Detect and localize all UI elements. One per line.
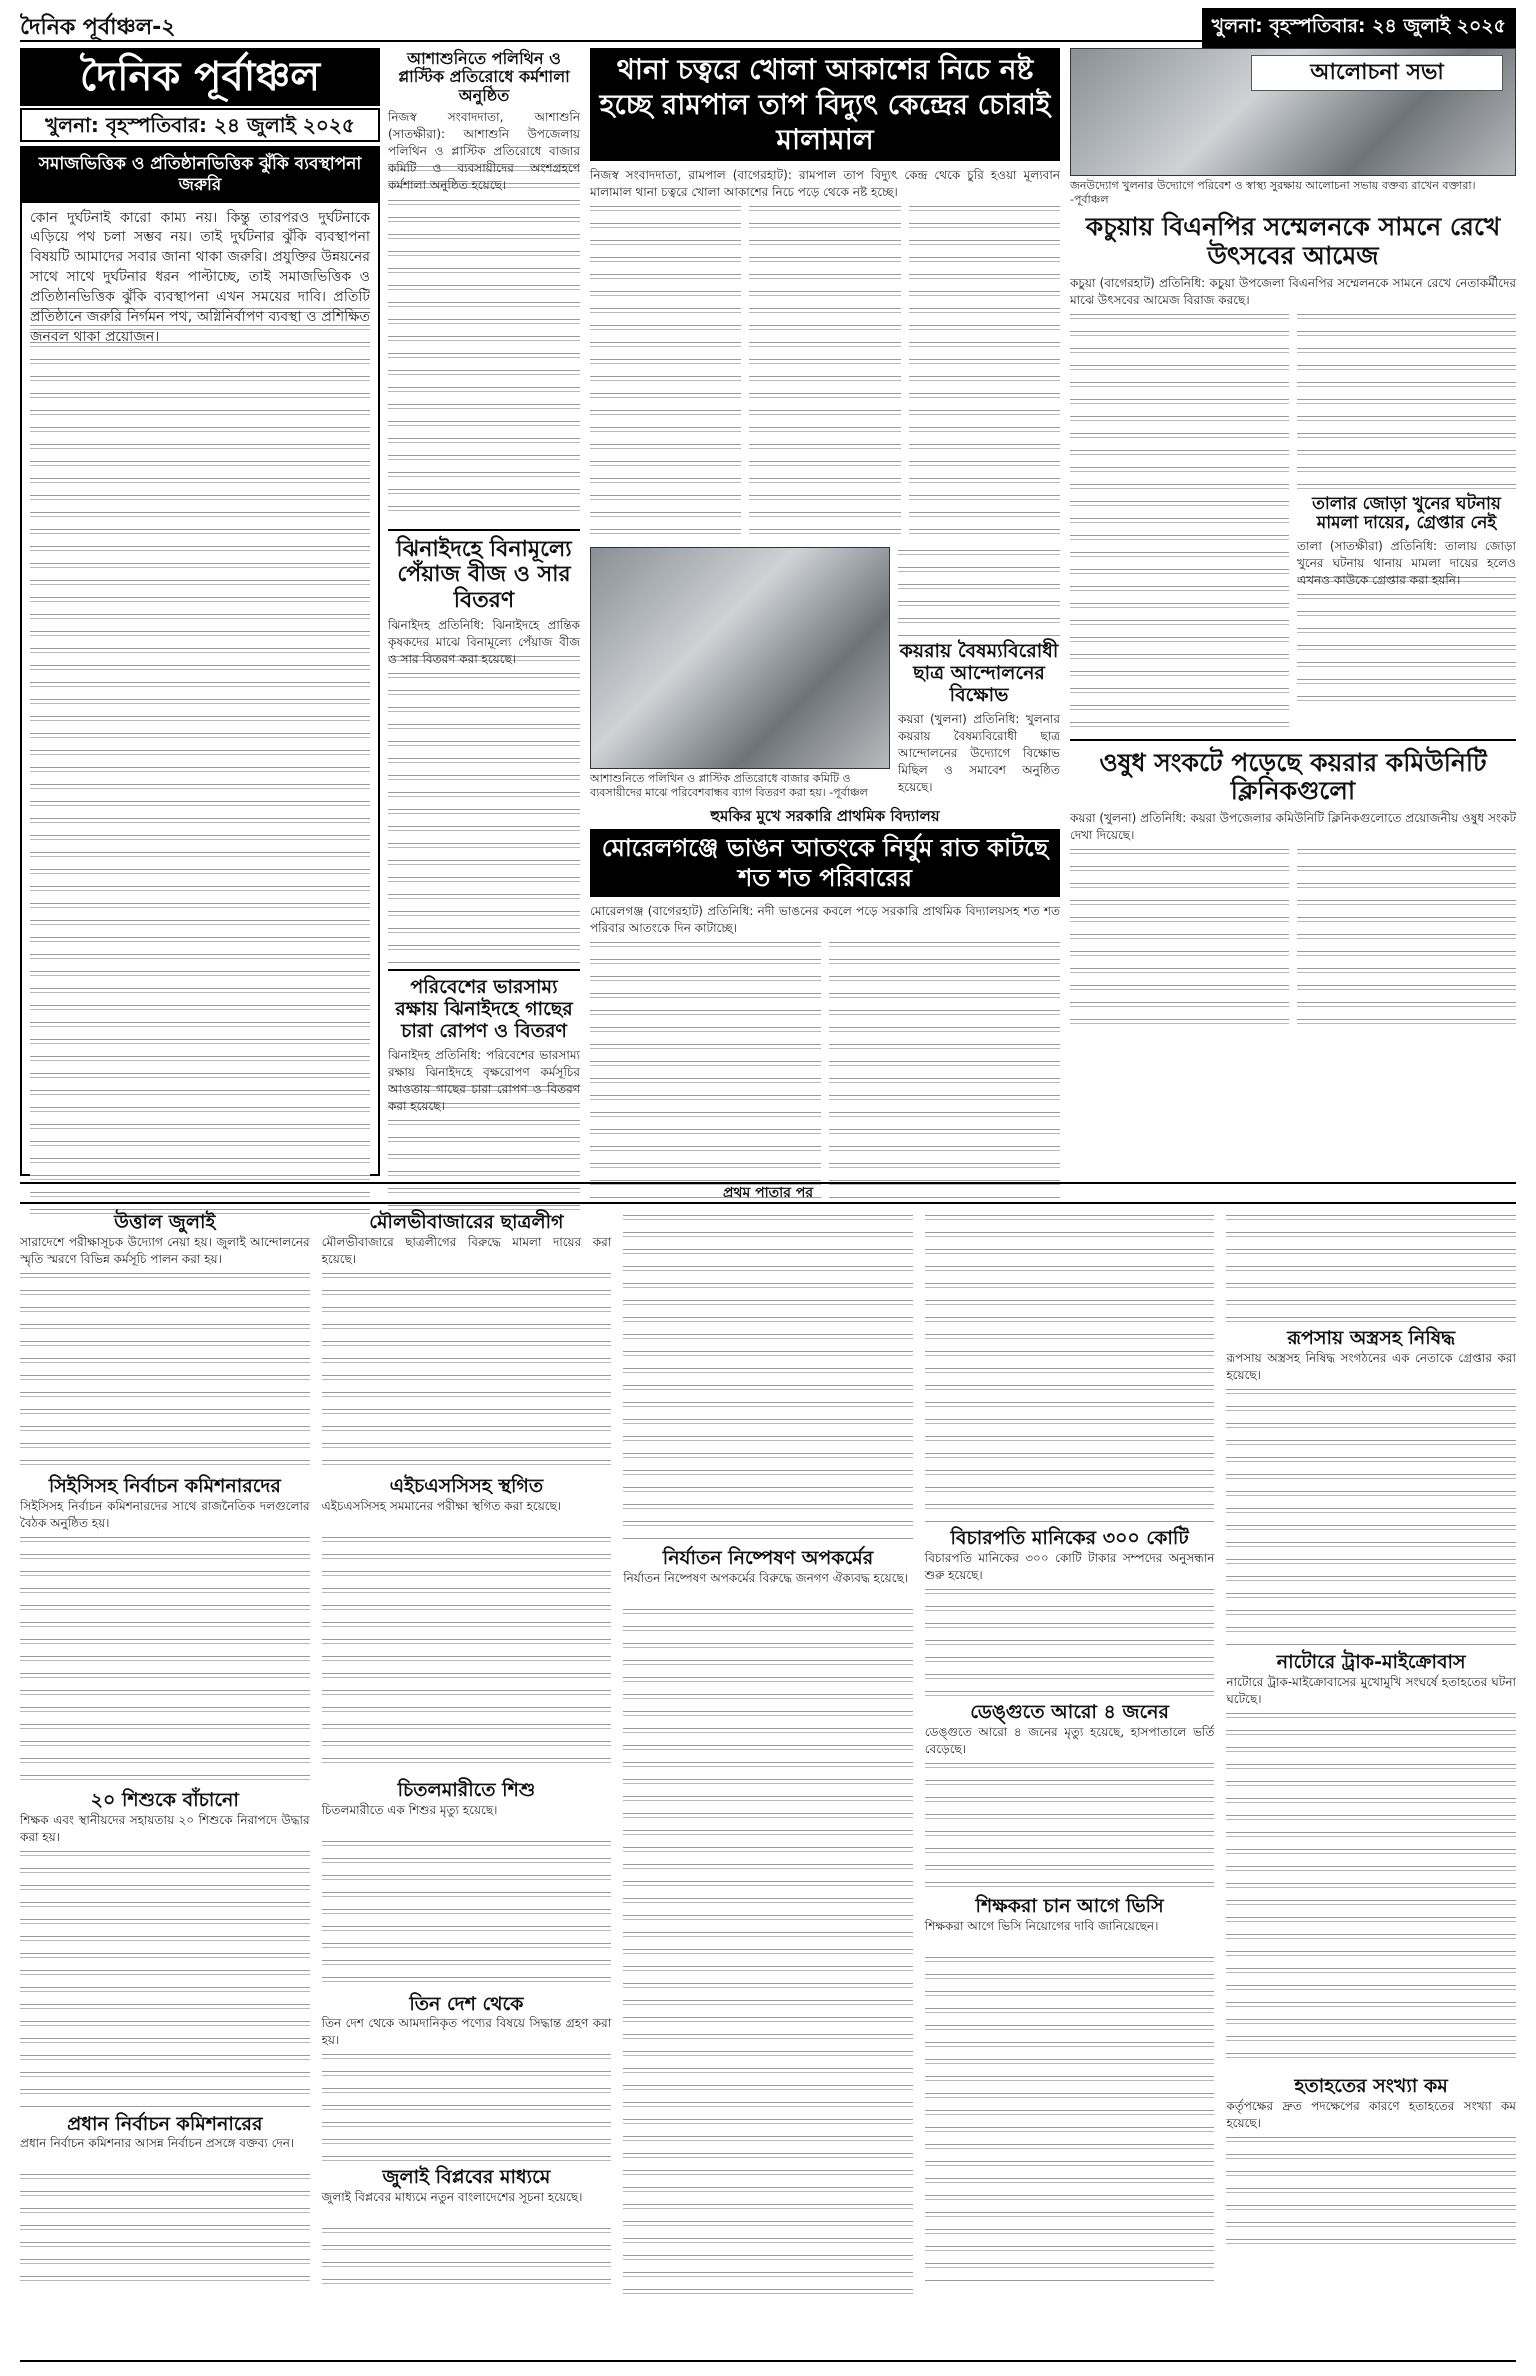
cont-text-lines <box>20 1534 310 1784</box>
story8-text-lines-a <box>1070 846 1289 1036</box>
story8-text-lines-b <box>1297 846 1516 1036</box>
lead-photo-caption: আশাশুনিতে পলিথিন ও প্লাস্টিক প্রতিরোধে বাজার কমিটি ও ব্যবসায়ীদের মাঝে পরিবেশবান্ধব ব্যাগ বিতরণ করা হয়। -পূর্বাঞ্চল <box>590 772 868 800</box>
cont-body: চিতলমারীতে এক শিশুর মৃত্যু হয়েছে। <box>321 1802 498 1817</box>
story4-title: কয়রায় বৈষম্যবিরোধী ছাত্র আন্দোলনের বিক্ষোভ <box>899 640 1059 706</box>
cont-text-lines <box>623 1212 913 1542</box>
story3-body: ঝিনাইদহ প্রতিনিধি: পরিবেশের ভারসাম্য রক্ষায় ঝিনাইদহে বৃক্ষরোপণ কর্মসূচির আওতায় গাছের চারা রোপণ ও বিতরণ করা হয়েছে। <box>388 1047 580 1113</box>
lead-photo <box>590 547 890 769</box>
story2-text-lines <box>388 653 580 963</box>
cont-text-lines <box>322 1534 612 1774</box>
lead-title: থানা চত্বরে খোলা আকাশের নিচে নষ্ট হচ্ছে রামপাল তাপ বিদ্যুৎ কেন্দ্রের চোরাই মালামাল <box>590 48 1060 161</box>
cont-body: রূপসায় অস্ত্রসহ নিষিদ্ধ সংগঠনের এক নেতাকে গ্রেপ্তার করা হয়েছে। <box>1226 1350 1516 1382</box>
cont-text-lines <box>623 1606 913 2306</box>
cont-title: বিচারপতি মানিকের ৩০০ কোটি <box>950 1527 1189 1549</box>
cont-body: শিক্ষক এবং স্থানীয়দের সহায়তায় ২০ শিশুকে নিরাপদে উদ্ধার করা হয়। <box>20 1812 310 1844</box>
story5-text-lines-b <box>829 939 1060 1199</box>
story7-title: তালার জোড়া খুনের ঘটনায় মামলা দায়ের, গ্রেপ্তার নেই <box>1312 493 1501 534</box>
cont-text-lines <box>925 1760 1215 1890</box>
cont-title: চিতলমারীতে শিশু <box>397 1778 536 1801</box>
story1-body: নিজস্ব সংবাদদাতা, আশাশুনি (সাতক্ষীরা): আশাশুনি উপজেলায় পলিথিন ও প্লাস্টিক প্রতিরোধে বাজার কমিটি ও ব্যবসায়ীদের অংশগ্রহণে কর্মশালা অনুষ্ঠিত হয়েছে। <box>388 110 580 193</box>
story6-text-lines-a <box>1070 311 1289 731</box>
story6-photo-banner: আলোচনা সভা <box>1251 55 1503 91</box>
cont-body: সিইসিসহ নির্বাচন কমিশনারদের সাথে রাজনৈতিক দলগুলোর বৈঠক অনুষ্ঠিত হয়। <box>20 1498 310 1530</box>
divider <box>388 969 580 971</box>
cont-body: তিন দেশ থেকে আমদানিকৃত পণ্যের বিষয়ে সিদ্ধান্ত গ্রহণ করা হয়। <box>321 2016 612 2048</box>
cont-title: নাটোরে ট্রাক-মাইক্রোবাস <box>1276 1650 1466 1673</box>
cont-title: সিইসিসহ নির্বাচন কমিশনারদের <box>48 1474 281 1497</box>
continuation-col-1 <box>20 1212 310 2352</box>
story7-text-lines <box>1297 574 1516 704</box>
continuation-section <box>20 1212 1516 2352</box>
masthead-title: দৈনিক পূর্বাঞ্চল <box>20 48 380 106</box>
continuation-col-4 <box>925 1212 1215 2352</box>
cont-title: এইচএসসিসহ স্থগিত <box>389 1474 544 1497</box>
continuation-col-2 <box>322 1212 612 2352</box>
story7-body: তালা (সাতক্ষীরা) প্রতিনিধি: তালায় জোড়া খুনের ঘটনায় থানায় মামলা দায়ের হলেও এখনও কাউকে গ্রেপ্তার করা হয়নি। <box>1297 538 1516 587</box>
story8-title: ওষুধ সংকটে পড়েছে কয়রার কমিউনিটি ক্লিনিকগুলো <box>1099 747 1487 806</box>
cont-title: প্রধান নির্বাচন কমিশনারের <box>67 2112 263 2135</box>
story6-text-lines-b <box>1297 311 1516 491</box>
cont-text-lines <box>322 2051 612 2161</box>
cont-body: নাটোরে ট্রাক-মাইক্রোবাসের মুখোমুখি সংঘর্ষে হতাহতের ঘটনা ঘটেছে। <box>1226 1674 1516 1706</box>
story6-photo-caption: জনউদ্যোগ খুলনার উদ্যোগে পরিবেশ ও স্বাস্থ্য সুরক্ষায় আলোচনা সভায় বক্তব্য রাখেন বক্তারা। -পূর্বাঞ্চল <box>1070 179 1476 207</box>
cont-body: শিক্ষকরা আগে ভিসি নিয়োগের দাবি জানিয়েছেন। <box>924 1918 1159 1933</box>
cont-text-lines <box>20 1270 310 1470</box>
cont-title: নির্যাতন নিষ্পেষণ অপকর্মের <box>662 1547 874 1569</box>
cont-title: হতাহতের সংখ্যা কম <box>1294 2074 1448 2097</box>
story8-body: কয়রা (খুলনা) প্রতিনিধি: কয়রা উপজেলার কমিউনিটি ক্লিনিকগুলোতে প্রয়োজনীয় ওষুধ সংকট দেখা দিয়েছে। <box>1070 811 1516 843</box>
continuation-col-5 <box>1226 1212 1516 2352</box>
cont-text-lines <box>322 1270 612 1470</box>
lead-text-lines-c <box>909 203 1060 543</box>
editorial-text-lines <box>30 305 370 1215</box>
story6-body: কচুয়া (বাগেরহাট) প্রতিনিধি: কচুয়া উপজেলা বিএনপির সম্মেলনকে সামনে রেখে নেতাকর্মীদের মাঝে উৎসবের আমেজ বিরাজ করছে। <box>1070 275 1516 307</box>
cont-text-lines <box>925 1586 1215 1696</box>
right-column <box>1070 48 1516 1176</box>
cont-text-lines <box>1226 1386 1516 1646</box>
cont-title: জুলাই বিপ্লবের মাধ্যমে <box>382 2166 551 2189</box>
continuation-label: প্রথম পাতার পর <box>20 1182 1516 1204</box>
story4-body: কয়রা (খুলনা) প্রতিনিধি: খুলনার কয়রায় বৈষম্যবিরোধী ছাত্র আন্দোলনের উদ্যোগে বিক্ষোভ মিছিল ও সমাবেশ অনুষ্ঠিত হয়েছে। <box>898 711 1060 794</box>
page-header-title: দৈনিক পূর্বাঞ্চল-২ <box>20 15 176 40</box>
story2-title: ঝিনাইদহে বিনামূল্যে পেঁয়াজ বীজ ও সার বিতরণ <box>396 537 572 613</box>
story5-kicker: হুমকির মুখে সরকারি প্রাথমিক বিদ্যালয় <box>710 807 940 825</box>
continuation-col-3 <box>623 1212 913 2352</box>
cont-body: জুলাই বিপ্লবের মাধ্যমে নতুন বাংলাদেশের সূচনা হয়েছে। <box>321 2190 583 2205</box>
lead-story <box>590 48 1060 1176</box>
story2-body: ঝিনাইদহ প্রতিনিধি: ঝিনাইদহে প্রান্তিক কৃষকদের মাঝে বিনামূল্যে পেঁয়াজ বীজ ও সার বিতরণ করা হয়েছে। <box>388 618 580 667</box>
editorial-box <box>20 146 380 1176</box>
cont-text-lines <box>322 2225 612 2285</box>
cont-title: তিন দেশ থেকে <box>409 1992 524 2015</box>
cont-body: বিচারপতি মানিকের ৩০০ কোটি টাকার সম্পদের অনুসন্ধান শুরু হয়েছে। <box>924 1550 1215 1582</box>
page-header <box>20 8 1516 42</box>
lead-text-lines-d <box>898 547 1060 637</box>
lead-text-lines-a <box>590 203 741 543</box>
cont-title: শিক্ষকরা চান আগে ভিসি <box>975 1894 1164 1917</box>
story5-title: মোরেলগঞ্জে ভাঙন আতংকে নির্ঘুম রাত কাটছে শত শত পরিবারের <box>590 829 1060 897</box>
divider <box>1070 739 1516 741</box>
cont-text-lines <box>322 1838 612 1988</box>
story1-title: আশাশুনিতে পলিথিন ও প্লাস্টিক প্রতিরোধে কর্মশালা অনুষ্ঠিত <box>398 49 570 105</box>
cont-body: ডেঙ্গুতে আরো ৪ জনের মৃত্যু হয়েছে, হাসপাতালে ভর্তি বেড়েছে। <box>924 1724 1215 1756</box>
story5-text-lines-a <box>590 939 821 1199</box>
divider <box>388 529 580 531</box>
story6-photo <box>1070 48 1516 176</box>
cont-body: নির্যাতন নিষ্পেষণ অপকর্মের বিরুদ্ধে জনগণ ঐক্যবদ্ধ হয়েছে। <box>623 1570 909 1585</box>
cont-text-lines <box>1226 1212 1516 1322</box>
cont-title: রূপসায় অস্ত্রসহ নিষিদ্ধ <box>1287 1327 1456 1349</box>
story5-body: মোরেলগঞ্জ (বাগেরহাট) প্রতিনিধি: নদী ভাঙনের কবলে পড়ে সরকারি প্রাথমিক বিদ্যালয়সহ শত শত পরিবার আতংকে দিন কাটাচ্ছে। <box>590 904 1060 936</box>
cont-text-lines <box>925 1212 1215 1522</box>
cont-body: এইচএসসিসহ সমমানের পরীক্ষা স্থগিত করা হয়েছে। <box>321 1498 562 1513</box>
story6-title: কচুয়ায় বিএনপির সম্মেলনকে সামনে রেখে উৎসবের আমেজ <box>1085 212 1501 270</box>
footer-rule <box>20 2360 1516 2362</box>
cont-text-lines <box>1226 2134 1516 2254</box>
lead-text-lines-b <box>749 203 900 543</box>
cont-title: মৌলভীবাজারের ছাত্রলীগ <box>369 1211 564 1233</box>
story3-title: পরিবেশের ভারসাম্য রক্ষায় ঝিনাইদহে গাছের চারা রোপণ ও বিতরণ <box>395 976 573 1042</box>
column-2 <box>388 50 580 1176</box>
editorial-body: কোন দুর্ঘটনাই কারো কাম্য নয়। কিন্তু তারপরও দুর্ঘটনাকে এড়িয়ে পথ চলা সম্ভব নয়। তাই দুর্ঘটনার ঝুঁকি ব্যবস্থাপনা বিষয়টি আমাদের সবার জানা থাকা জরুরি। প্রযুক্তির উন্নয়নের সাথে সাথে দুর্ঘটনার ধরন পাল্টাচ্ছে, তাই সমাজভিত্তিক ও প্রতিষ্ঠানভিত্তিক ঝুঁকি ব্যবস্থাপনা এখন সময়ের দাবি। প্রতিটি প্রতিষ্ঠানে জরুরি নির্গমন পথ, অগ্নিনির্বাপণ ব্যবস্থা ও প্রশিক্ষিত জনবল থাকা প্রয়োজন। <box>30 209 370 345</box>
cont-body: কর্তৃপক্ষের দ্রুত পদক্ষেপের কারণে হতাহতের সংখ্যা কম হয়েছে। <box>1226 2098 1516 2130</box>
story1-text-lines <box>388 163 580 523</box>
cont-body: মৌলভীবাজারে ছাত্রলীগের বিরুদ্ধে মামলা দায়ের করা হয়েছে। <box>321 1234 612 1266</box>
cont-body: প্রধান নির্বাচন কমিশনার আসন্ন নির্বাচন প্রসঙ্গে বক্তব্য দেন। <box>20 2136 295 2151</box>
cont-text-lines <box>925 1954 1215 2284</box>
cont-text-lines <box>1226 1710 1516 2070</box>
page-header-date: খুলনা: বৃহস্পতিবার: ২৪ জুলাই ২০২৫ <box>1202 8 1516 48</box>
cont-title: ২০ শিশুকে বাঁচানো <box>90 1788 239 1811</box>
cont-text-lines <box>20 1848 310 2108</box>
cont-text-lines <box>20 2171 310 2281</box>
lead-body: নিজস্ব সংবাদদাতা, রামপাল (বাগেরহাট): রামপাল তাপ বিদ্যুৎ কেন্দ্র থেকে চুরি হওয়া মূল্যবান মালামাল থানা চত্বরে খোলা আকাশের নিচে পড়ে থেকে নষ্ট হচ্ছে। <box>590 168 1060 200</box>
cont-title: উত্তাল জুলাই <box>114 1211 216 1233</box>
editorial-title: সমাজভিত্তিক ও প্রতিষ্ঠানভিত্তিক ঝুঁকি ব্যবস্থাপনা জরুরি <box>22 148 378 203</box>
cont-body: সারাদেশে পরীক্ষাসূচক উদ্যোগ নেয়া হয়। জুলাই আন্দোলনের স্মৃতি স্মরণে বিভিন্ন কর্মসূচি পালন করা হয়। <box>20 1234 310 1266</box>
cont-title: ডেঙ্গুতে আরো ৪ জনের <box>970 1700 1169 1723</box>
masthead-date: খুলনা: বৃহস্পতিবার: ২৪ জুলাই ২০২৫ <box>20 108 380 142</box>
